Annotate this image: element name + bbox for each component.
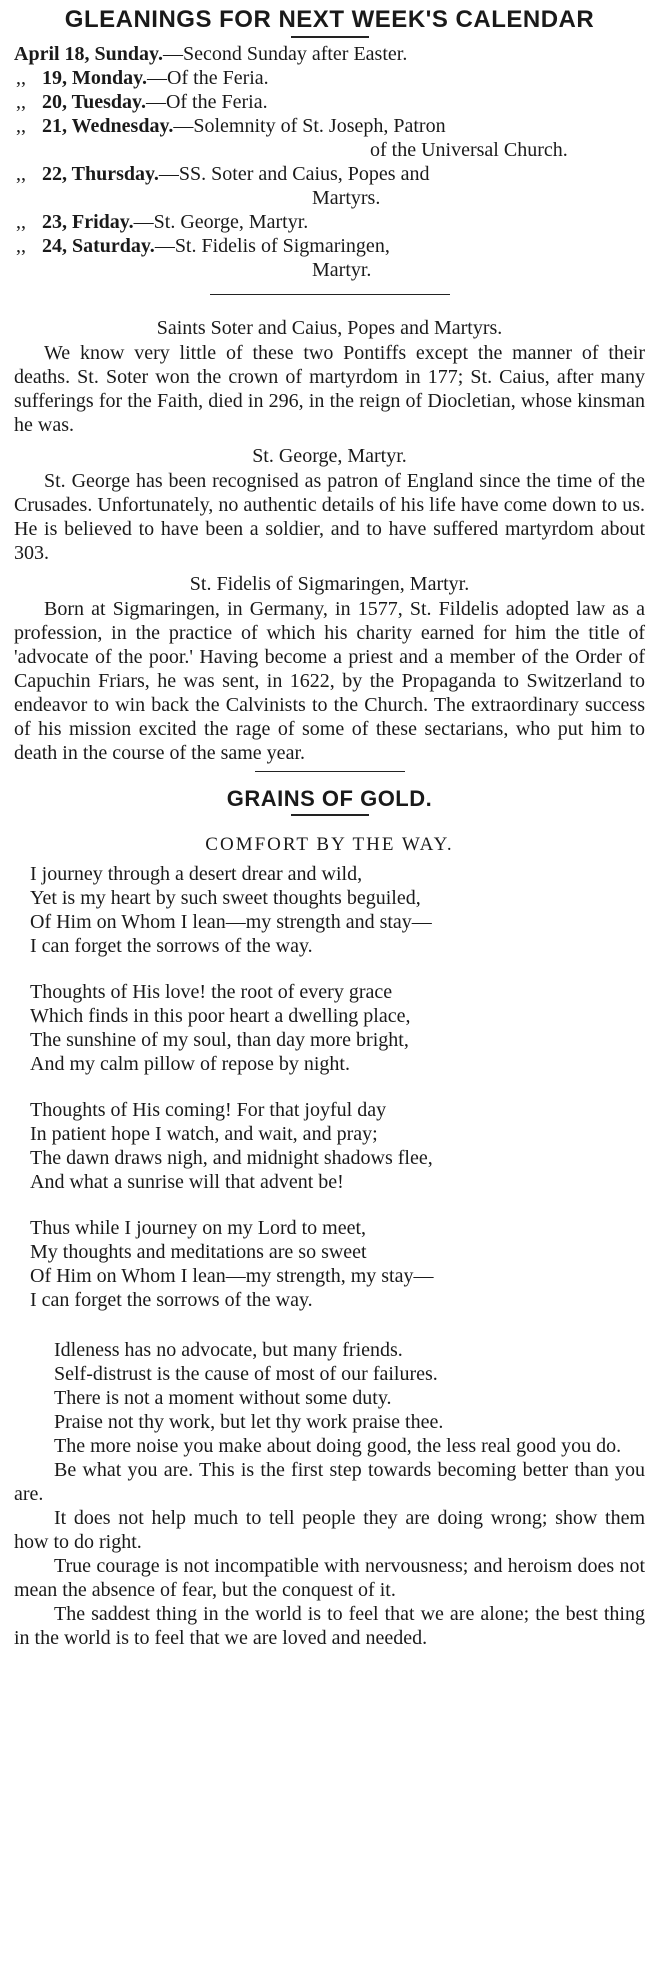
calendar-date: 20, Tuesday. — [42, 91, 146, 113]
poem-line: I can forget the sorrows of the way. — [30, 935, 313, 957]
ditto-mark: ,, — [16, 67, 26, 89]
maxim: Be what you are. This is the first step towards becoming better than you are. — [14, 1459, 645, 1505]
maxims-list — [0, 1338, 659, 1650]
poem-line: Which finds in this poor heart a dwelling place, — [30, 1005, 411, 1027]
saint-heading: St. Fidelis of Sigmaringen, Martyr. — [189, 573, 470, 595]
saint-text: Born at Sigmaringen, in Germany, in 1577, St. Fildelis adopted law as a profession, in the practice of which his charity earned for him the title of 'advocate of the poor.' Having become a priest and a member of the Order of Capuchin Friars, he was sent, in 1622, by the Propaganda to Switzerland to endeavor to win back the Calvinists to the Church. The extraordinary success of his mission excited the rage of some of these sectarians, who put him to death in the course of the same year. — [14, 598, 645, 764]
calendar-continuation: Martyr. — [312, 259, 372, 281]
poem-line: I journey through a desert drear and wild, — [30, 863, 363, 885]
poem-stanza — [30, 862, 659, 958]
calendar-entry — [0, 66, 659, 90]
poem-line: And my calm pillow of repose by night. — [30, 1053, 350, 1075]
ditto-mark: ,, — [16, 235, 26, 257]
maxim: It does not help much to tell people they are doing wrong; show them how to do right. — [14, 1507, 645, 1553]
calendar-date: 24, Saturday. — [42, 235, 155, 257]
calendar-date: April 18, Sunday. — [14, 43, 163, 65]
poem-line: In patient hope I watch, and wait, and pray; — [30, 1123, 378, 1145]
calendar-entry — [0, 210, 659, 234]
poem-line: Thoughts of His coming! For that joyful day — [30, 1099, 387, 1121]
poem-line: The sunshine of my soul, than day more bright, — [30, 1029, 409, 1051]
calendar-description: —St. George, Martyr. — [133, 211, 309, 233]
saint-text: St. George has been recognised as patron of England since the time of the Crusades. Unfortunately, no authentic details of his life have come down to us. He is believed to have been a soldier, and to have suffered martyrdom about 303. — [14, 470, 645, 564]
calendar-description: —Of the Feria. — [145, 91, 268, 113]
poem-stanza — [30, 980, 659, 1076]
calendar-continuation: of the Universal Church. — [370, 139, 568, 161]
section-divider — [255, 771, 405, 772]
maxim: There is not a moment without some duty. — [54, 1387, 392, 1409]
calendar-date: 22, Thursday. — [42, 163, 159, 185]
poem-line: Of Him on Whom I lean—my strength and stay— — [30, 911, 432, 933]
poem-line: My thoughts and meditations are so sweet — [30, 1241, 367, 1263]
maxim: Self-distrust is the cause of most of our failures. — [54, 1363, 438, 1385]
calendar-entry — [0, 90, 659, 114]
poem-line: Thoughts of His love! the root of every grace — [30, 981, 393, 1003]
poem-line: The dawn draws nigh, and midnight shadows flee, — [30, 1147, 433, 1169]
poem-line: Thus while I journey on my Lord to meet, — [30, 1217, 367, 1239]
poem-stanza — [30, 1216, 659, 1312]
calendar-description: —Second Sunday after Easter. — [162, 43, 408, 65]
maxim: True courage is not incompatible with nervousness; and heroism does not mean the absence of fear, but the conquest of it. — [14, 1555, 645, 1601]
calendar-description: —Of the Feria. — [147, 67, 269, 89]
calendar-date: 19, Monday. — [42, 67, 148, 89]
calendar-description: —Solemnity of St. Joseph, Patron — [173, 115, 446, 137]
ditto-mark: ,, — [16, 163, 26, 185]
heading-rule — [291, 36, 369, 38]
ditto-mark: ,, — [16, 115, 26, 137]
ditto-mark: ,, — [16, 211, 26, 233]
calendar-date: 21, Wednesday. — [42, 115, 174, 137]
calendar-description: —SS. Soter and Caius, Popes and — [158, 163, 430, 185]
saint-heading: St. George, Martyr. — [252, 445, 407, 467]
heading-rule — [291, 814, 369, 816]
calendar-list — [0, 42, 659, 282]
calendar-heading: GLEANINGS FOR NEXT WEEK'S CALENDAR — [64, 6, 595, 33]
calendar-entry — [0, 114, 659, 138]
calendar-description: —St. Fidelis of Sigmaringen, — [154, 235, 390, 257]
ditto-mark: ,, — [16, 91, 26, 113]
poem-line: I can forget the sorrows of the way. — [30, 1289, 313, 1311]
calendar-entry — [0, 162, 659, 186]
saint-heading: Saints Soter and Caius, Popes and Martyrs. — [156, 317, 503, 339]
poem-stanza — [30, 1098, 659, 1194]
poem-title: COMFORT BY THE WAY. — [205, 834, 454, 855]
calendar-entry — [0, 42, 659, 66]
grains-heading: GRAINS OF GOLD. — [226, 786, 433, 811]
maxim: The more noise you make about doing good, the less real good you do. — [54, 1435, 622, 1457]
saint-text: We know very little of these two Pontiffs except the manner of their deaths. St. Soter won the crown of martyrdom in 177; St. Caius, after many sufferings for the Faith, died in 296, in the reign of Diocletian, whose kinsman he was. — [14, 342, 645, 436]
section-divider — [210, 294, 450, 295]
maxim: Praise not thy work, but let thy work praise thee. — [54, 1411, 444, 1433]
poem-line: Yet is my heart by such sweet thoughts beguiled, — [30, 887, 421, 909]
poem-line: And what a sunrise will that advent be! — [30, 1171, 344, 1193]
maxim: Idleness has no advocate, but many friends. — [54, 1339, 403, 1361]
maxim: The saddest thing in the world is to feel that we are alone; the best thing in the world is to feel that we are loved and needed. — [14, 1603, 645, 1649]
poem-line: Of Him on Whom I lean—my strength, my stay— — [30, 1265, 434, 1287]
calendar-date: 23, Friday. — [42, 211, 134, 233]
calendar-continuation: Martyrs. — [312, 187, 381, 209]
calendar-entry — [0, 234, 659, 258]
